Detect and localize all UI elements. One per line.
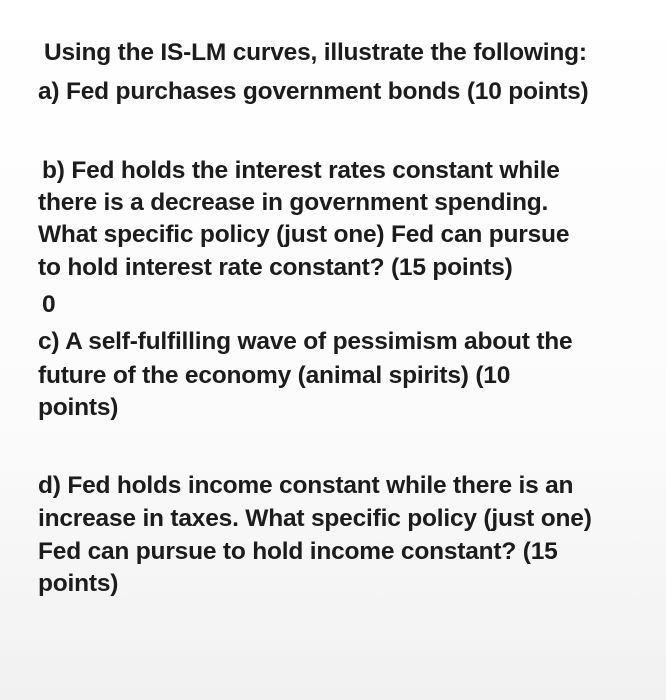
question-c-line-1: c) A self-fulfilling wave of pessimism about the (38, 328, 573, 355)
question-b-line-3: What specific policy (just one) Fed can pursue (38, 221, 570, 248)
question-d-line-3: Fed can pursue to hold income constant? (15 (38, 538, 558, 565)
stray-mark: 0 (42, 291, 56, 318)
question-c-line-3: points) (38, 394, 119, 421)
question-d-line-2: increase in taxes. What specific policy (just one) (38, 505, 592, 532)
question-c-line-2: future of the economy (animal spirits) (10 (38, 362, 511, 389)
assignment-title: Using the IS-LM curves, illustrate the following: (44, 39, 587, 66)
question-d-line-1: d) Fed holds income constant while there is an (38, 472, 574, 499)
question-b-line-2: there is a decrease in government spending. (38, 189, 549, 216)
question-b-line-1: b) Fed holds the interest rates constant while (42, 157, 560, 184)
question-b-line-4: to hold interest rate constant? (15 points) (38, 254, 513, 281)
question-a: a) Fed purchases government bonds (10 points) (38, 78, 589, 105)
question-d-line-4: points) (38, 570, 119, 597)
